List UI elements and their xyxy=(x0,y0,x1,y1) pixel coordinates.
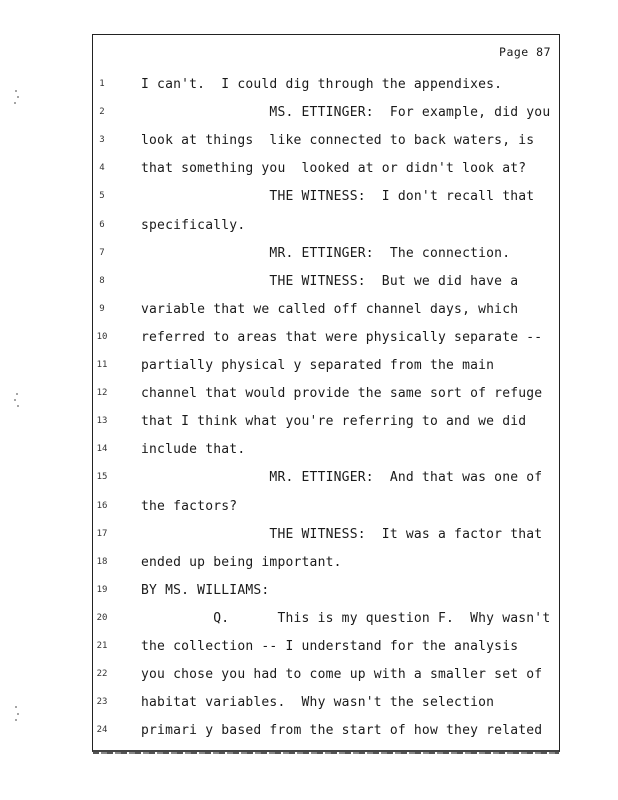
line-number: 19 xyxy=(96,584,108,595)
line-text: that something you looked at or didn't look at? xyxy=(141,161,527,177)
line-text: specifically. xyxy=(141,217,246,233)
line-text: the factors? xyxy=(141,498,238,514)
line-text: THE WITNESS: It was a factor that xyxy=(141,526,543,542)
line-text: BY MS. WILLIAMS: xyxy=(141,582,270,598)
line-number: 5 xyxy=(99,191,105,202)
line-number: 18 xyxy=(96,556,108,567)
line-text: primari y based from the start of how they related xyxy=(141,723,543,739)
line-text: MR. ETTINGER: The connection. xyxy=(141,245,511,261)
line-text: MR. ETTINGER: And that was one of xyxy=(141,470,543,486)
line-number: 14 xyxy=(96,444,108,455)
line-text: include that. xyxy=(141,442,246,458)
line-text: THE WITNESS: But we did have a xyxy=(141,273,519,289)
line-number: 4 xyxy=(99,163,105,174)
line-number: 7 xyxy=(99,247,105,258)
line-text: habitat variables. Why wasn't the selection xyxy=(141,695,495,711)
line-number: 2 xyxy=(99,107,105,118)
line-number: 10 xyxy=(96,331,108,342)
line-number: 16 xyxy=(96,500,108,511)
line-text: MS. ETTINGER: For example, did you xyxy=(141,105,551,121)
line-number: 6 xyxy=(99,219,105,230)
line-number: 9 xyxy=(99,303,105,314)
line-text: I can't. I could dig through the appendixes. xyxy=(141,77,503,92)
line-number: 11 xyxy=(96,360,108,370)
line-text: the collection -- I understand for the analysis xyxy=(141,639,519,654)
line-text: THE WITNESS: I don't recall that xyxy=(141,189,535,205)
line-text: Q. This is my question F. Why wasn't xyxy=(141,610,551,626)
line-number: 8 xyxy=(99,275,105,286)
line-number: 15 xyxy=(96,472,108,483)
line-text: channel that would provide the same sort of refuge xyxy=(141,386,543,402)
scan-speckle xyxy=(14,704,20,724)
line-number: 17 xyxy=(96,528,108,539)
line-number: 20 xyxy=(96,612,108,623)
line-text: look at things like connected to back waters, is xyxy=(141,133,535,149)
transcript-page xyxy=(92,34,560,752)
line-number: 3 xyxy=(99,135,105,146)
line-text: ended up being important. xyxy=(141,554,342,570)
line-text: partially physical y separated from the main xyxy=(141,358,495,373)
line-text: you chose you had to come up with a smaller set of xyxy=(141,667,543,683)
line-number: 21 xyxy=(96,641,108,651)
line-number: 24 xyxy=(96,725,108,736)
line-number: 12 xyxy=(96,388,108,399)
line-text: that I think what you're referring to and we did xyxy=(141,414,527,430)
scan-speckle xyxy=(14,392,20,412)
line-number: 23 xyxy=(96,697,108,708)
scan-speckle xyxy=(14,88,20,108)
page-number: Page 87 xyxy=(499,45,551,59)
line-number: 22 xyxy=(96,669,108,680)
line-number: 1 xyxy=(99,79,105,89)
line-text: variable that we called off channel days, which xyxy=(141,301,519,317)
line-text: referred to areas that were physically separate -- xyxy=(141,329,543,345)
line-number: 13 xyxy=(96,416,108,427)
